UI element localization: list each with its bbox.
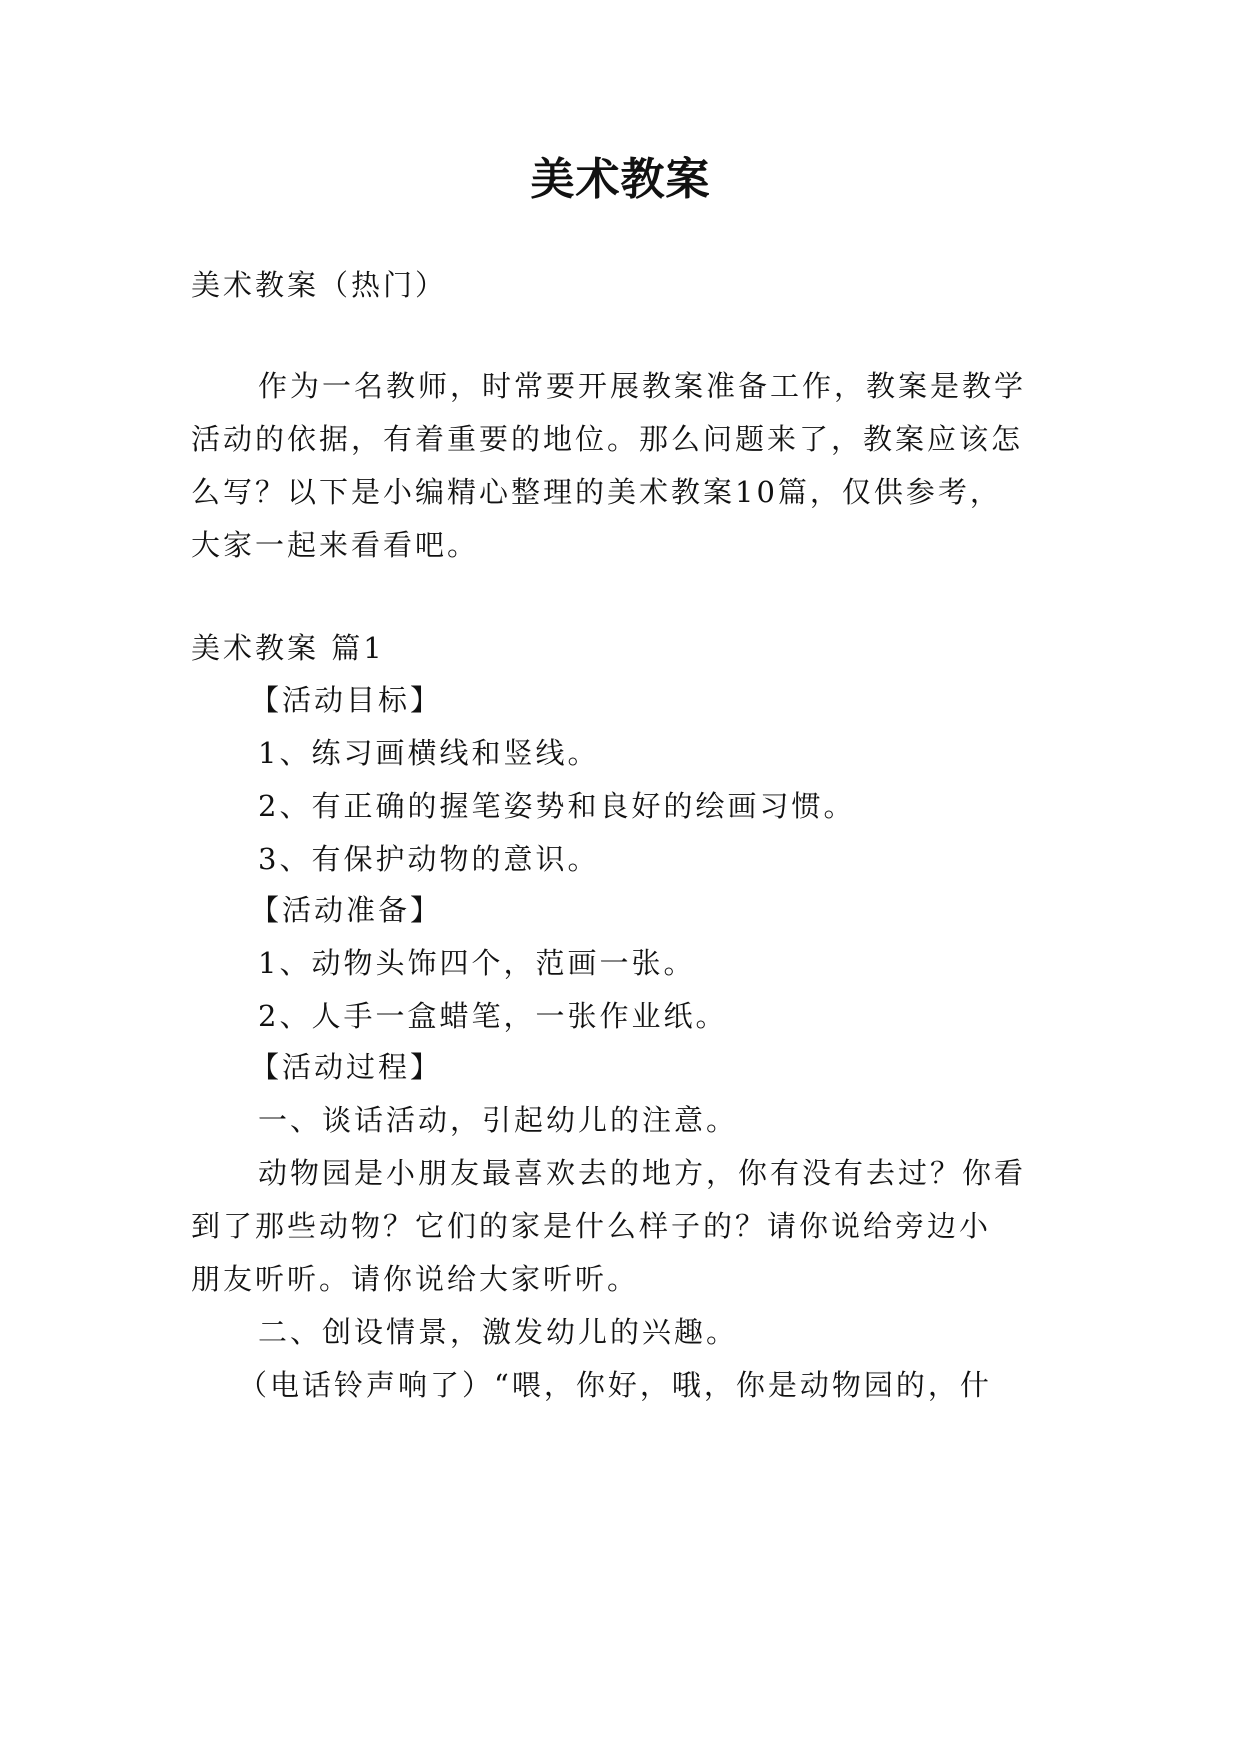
- section-heading: 美术教案 篇1: [191, 631, 385, 665]
- intro-line-2: 活动的依据，有着重要的地位。那么问题来了，教案应该怎: [191, 422, 1024, 456]
- intro-line-4: 大家一起来看看吧。: [191, 528, 480, 562]
- process-line-6: （电话铃声响了）“喂，你好，哦，你是动物园的，什: [238, 1368, 992, 1402]
- prep-item-2: 2、人手一盒蜡笔，一张作业纸。: [258, 999, 728, 1033]
- process-line-5: 二、创设情景，激发幼儿的兴趣。: [258, 1315, 739, 1349]
- prep-heading: 【活动准备】: [250, 893, 443, 927]
- intro-line-3: 么写？以下是小编精心整理的美术教案10篇，仅供参考，: [191, 475, 1002, 509]
- intro-line-1: 作为一名教师，时常要开展教案准备工作，教案是教学: [258, 369, 1027, 403]
- document-subtitle: 美术教案（热门）: [191, 268, 448, 302]
- process-line-1: 一、谈话活动，引起幼儿的注意。: [258, 1103, 739, 1137]
- goal-item-2: 2、有正确的握笔姿势和良好的绘画习惯。: [258, 789, 856, 823]
- prep-item-1: 1、动物头饰四个，范画一张。: [258, 946, 696, 980]
- process-line-2: 动物园是小朋友最喜欢去的地方，你有没有去过？你看: [258, 1156, 1027, 1190]
- goal-item-3: 3、有保护动物的意识。: [258, 842, 600, 876]
- goal-item-1: 1、练习画横线和竖线。: [258, 736, 600, 770]
- document-title: 美术教案: [530, 154, 711, 205]
- process-line-4: 朋友听听。请你说给大家听听。: [191, 1262, 640, 1296]
- process-heading: 【活动过程】: [250, 1050, 443, 1084]
- goals-heading: 【活动目标】: [250, 683, 443, 717]
- process-line-3: 到了那些动物？它们的家是什么样子的？请你说给旁边小: [191, 1209, 992, 1243]
